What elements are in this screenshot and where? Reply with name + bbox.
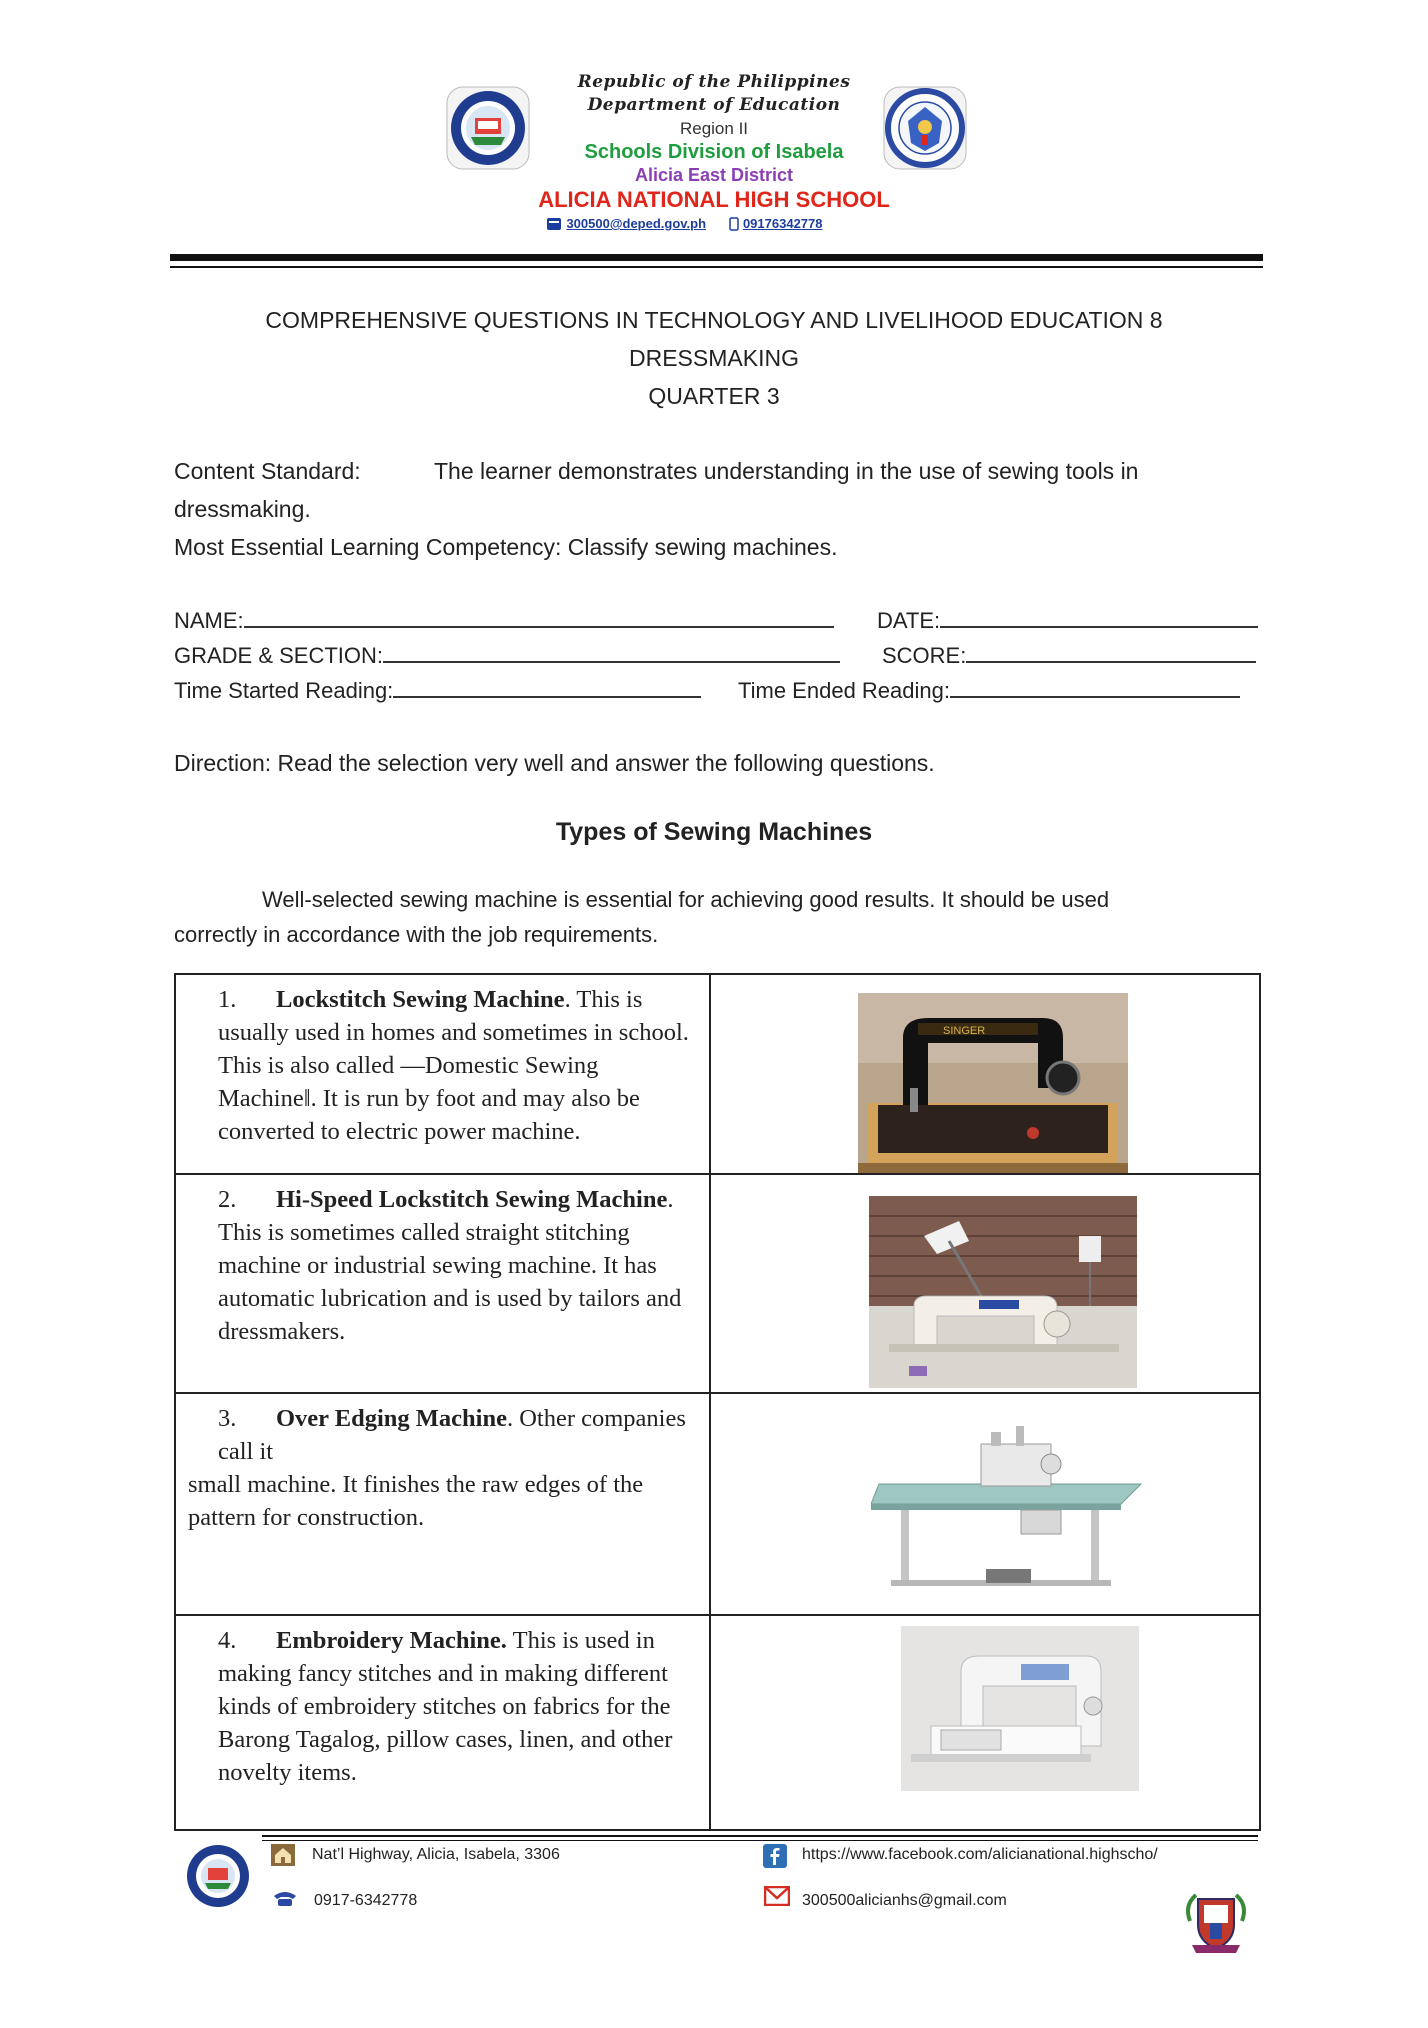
home-icon [270,1843,296,1867]
header-department: Department of Education [587,95,841,115]
machine-desc: This is used in making fancy stitches and in making different kinds of embroidery stitches on fabrics for the Barong Tagalog, pillow cases, linen, and other novelty items. [218,1627,673,1786]
globe-icon [546,217,562,231]
time-started-field[interactable] [174,676,701,704]
machine-desc: . This is usually used in homes and sometimes in school. This is also called —Domestic Sewing Machine‖. It is run by foot and may also be converted to electric power machine. [218,986,689,1145]
footer-facebook-link[interactable]: https://www.facebook.com/alicianational.highscho/ [802,1846,1158,1863]
date-field[interactable] [877,606,1258,634]
machine-desc-cont: small machine. It finishes the raw edges of the pattern for construction. [188,1471,644,1531]
machine-description-3 [175,1393,710,1615]
table-row [175,1393,1260,1615]
machine-name: Over Edging Machine [276,1405,507,1432]
machine-name: Hi-Speed Lockstitch Sewing Machine [276,1186,668,1213]
facebook-icon [762,1843,788,1869]
machine-name: Embroidery Machine. [276,1627,507,1654]
grade-section-input-line[interactable] [383,641,840,663]
header-district: Alicia East District [634,165,794,185]
svg-text:SINGER: SINGER [943,1025,986,1037]
section-title: Types of Sewing Machines [555,818,873,846]
district-emblem-logo [1180,1885,1252,1957]
machine-image-cell-2 [710,1174,1260,1393]
intro-line2: correctly in accordance with the job requirements. [174,922,659,947]
phone-icon [729,217,739,231]
lockstitch-machine-image [858,993,1128,1173]
time-ended-label: Time Ended Reading: [738,678,950,703]
name-label: NAME: [174,608,244,633]
grade-section-label: GRADE & SECTION: [174,643,384,668]
header-email[interactable]: 300500@deped.gov.ph [566,216,707,231]
school-seal-footer-logo [185,1843,251,1909]
score-field[interactable] [882,641,1256,669]
machine-image-cell-1 [710,974,1260,1174]
over-edging-machine-image [871,1404,1156,1599]
machine-description-4 [175,1615,710,1830]
footer-rule-bottom [262,1840,1258,1841]
score-input-line[interactable] [966,641,1256,663]
machine-description-1 [175,974,710,1174]
header-republic: Republic of the Philippines [577,72,851,92]
machine-desc: . Other companies call it [218,1405,686,1465]
name-input-line[interactable] [244,606,834,628]
content-standard-text-cont: dressmaking. [174,496,311,522]
table-row [175,1174,1260,1393]
header-contact [546,215,822,233]
machine-desc: . This is sometimes called straight stitching machine or industrial sewing machine. It has automatic lubrication and is used by tailors and dressmakers. [218,1186,682,1345]
sewing-machines-table [174,973,1261,1831]
hi-speed-machine-image [869,1196,1137,1388]
machine-image-cell-3 [710,1393,1260,1615]
page-title-line1: COMPREHENSIVE QUESTIONS IN TECHNOLOGY AND LIVELIHOOD EDUCATION 8 [265,307,1163,333]
score-label: SCORE: [882,643,967,668]
date-label: DATE: [877,608,941,633]
machine-number: 1. [218,986,237,1013]
time-ended-input-line[interactable] [950,676,1240,698]
machine-number: 4. [218,1627,237,1654]
mail-icon [764,1886,790,1906]
header-rule-thin [170,266,1263,268]
machine-image-cell-4 [710,1615,1260,1830]
machine-description-2 [175,1174,710,1393]
header-region: Region II [679,119,749,138]
table-row [175,1615,1260,1830]
footer-email[interactable]: 300500alicianhs@gmail.com [802,1892,1007,1909]
footer-address: Nat’l Highway, Alicia, Isabela, 3306 [312,1846,560,1863]
machine-name: Lockstitch Sewing Machine [276,986,565,1013]
direction-text: Direction: Read the selection very well and answer the following questions. [174,750,935,776]
telephone-icon [272,1888,298,1908]
grade-section-field[interactable] [174,641,840,669]
intro-line1: Well-selected sewing machine is essential for achieving good results. It should be used [262,887,1110,912]
header-rule-thick [170,254,1263,261]
embroidery-machine-image [901,1626,1139,1791]
page-title-line3: QUARTER 3 [648,383,780,409]
time-started-input-line[interactable] [393,676,701,698]
footer-rule-top [262,1835,1258,1837]
table-row [175,974,1260,1174]
machine-number: 3. [218,1405,237,1432]
name-field[interactable] [174,606,834,634]
content-standard-text: The learner demonstrates understanding in the use of sewing tools in [434,458,1139,484]
header-school-name: ALICIA NATIONAL HIGH SCHOOL [538,187,890,212]
page-title-line2: DRESSMAKING [629,345,799,371]
time-ended-field[interactable] [738,676,1240,704]
header-division: Schools Division of Isabela [584,141,844,163]
content-standard-label: Content Standard: [174,458,361,484]
date-input-line[interactable] [940,606,1258,628]
footer-phone: 0917-6342778 [314,1892,418,1909]
melc-text: Most Essential Learning Competency: Classify sewing machines. [174,534,838,560]
time-started-label: Time Started Reading: [174,678,394,703]
machine-number: 2. [218,1186,237,1213]
header-phone: 09176342778 [742,216,823,231]
